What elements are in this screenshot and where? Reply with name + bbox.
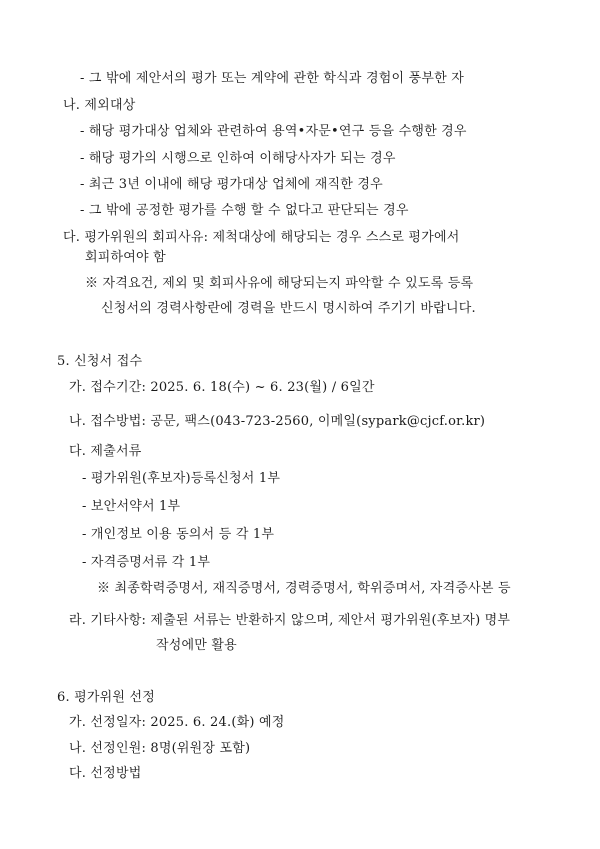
recusal-reason-continued: 회피하여야 함	[85, 250, 166, 265]
document-item-privacy-consent: - 개인정보 이용 동의서 등 각 1부	[82, 527, 275, 542]
application-period: 가. 접수기간: 2025. 6. 18(수) ~ 6. 23(월) / 6일간	[69, 380, 375, 395]
exclusion-item-interested-party: - 해당 평가의 시행으로 인하여 이해당사자가 되는 경우	[80, 151, 396, 166]
selection-count: 나. 선정인원: 8명(위원장 포함)	[69, 741, 251, 756]
other-notes: 라. 기타사항: 제출된 서류는 반환하지 않으며, 제안서 평가위원(후보자) 명부	[69, 613, 511, 628]
exclusion-item-unfair: - 그 밖에 공정한 평가를 수행 할 수 없다고 판단되는 경우	[80, 203, 409, 218]
qualification-item-experience: - 그 밖에 제안서의 평가 또는 계약에 관한 학식과 경험이 풍부한 자	[80, 71, 464, 86]
document-item-certificates: - 자격증명서류 각 1부	[82, 555, 211, 570]
application-method: 나. 접수방법: 공문, 팩스(043-723-2560, 이메일(sypark@cjcf.or.kr)	[69, 414, 486, 429]
section-6-heading: 6. 평가위원 선정	[57, 690, 156, 705]
exclusion-heading: 나. 제외대상	[63, 98, 136, 113]
exclusion-item-recent-employment: - 최근 3년 이내에 해당 평가대상 업체에 재직한 경우	[80, 177, 383, 192]
document-item-security-pledge: - 보안서약서 1부	[82, 499, 181, 514]
section-5-heading: 5. 신청서 접수	[57, 354, 143, 369]
documents-heading: 다. 제출서류	[69, 444, 142, 459]
note-register: ※ 자격요건, 제외 및 회피사유에 해당되는지 파악할 수 있도록 등록	[85, 276, 474, 291]
note-register-continued: 신청서의 경력사항란에 경력을 반드시 명시하여 주기기 바랍니다.	[101, 301, 476, 316]
selection-date: 가. 선정일자: 2025. 6. 24.(화) 예정	[69, 715, 285, 730]
document-item-registration: - 평가위원(후보자)등록신청서 1부	[82, 471, 281, 486]
recusal-reason: 다. 평가위원의 회피사유: 제척대상에 해당되는 경우 스스로 평가에서	[63, 230, 460, 245]
certificates-note: ※ 최종학력증명서, 재직증명서, 경력증명서, 학위증며서, 자격증사본 등	[97, 581, 511, 596]
selection-method: 다. 선정방법	[69, 766, 142, 781]
other-notes-continued: 작성에만 활용	[156, 638, 237, 653]
exclusion-item-related-services: - 해당 평가대상 업체와 관련하여 용역•자문•연구 등을 수행한 경우	[80, 124, 467, 139]
